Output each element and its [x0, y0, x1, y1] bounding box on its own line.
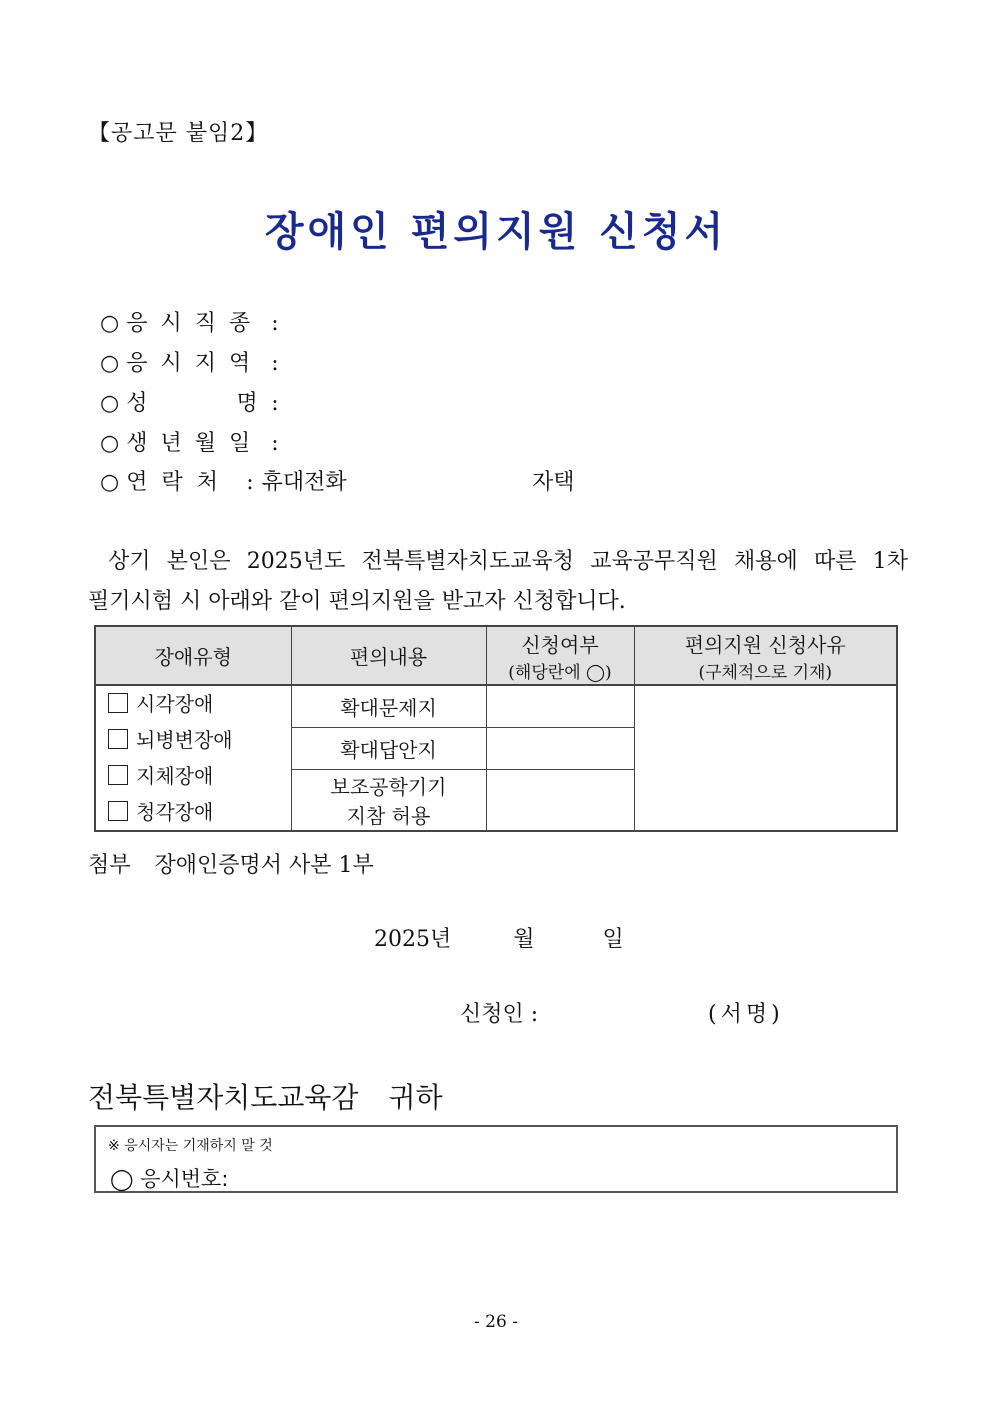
checkbox-icon[interactable] [108, 693, 128, 713]
field-separator: : [271, 431, 279, 456]
checkbox-brain-lesion[interactable] [108, 722, 291, 758]
field-separator: : [271, 351, 279, 376]
checkbox-hearing[interactable] [108, 794, 291, 830]
header-apply-sub: (해당란에 ◯) [508, 662, 612, 683]
field-birthdate [100, 426, 279, 457]
field-exam-category [100, 306, 279, 337]
page-title: 장애인 편의지원 신청서 [264, 209, 728, 255]
applicant-label: 신청인 : [460, 1002, 539, 1027]
apply-cell[interactable] [486, 770, 634, 831]
header-apply [486, 626, 634, 685]
checkbox-visual[interactable] [108, 686, 291, 722]
attachment-label: 첨부 [88, 853, 131, 878]
checkbox-label: 뇌병변장애 [136, 728, 233, 752]
checkbox-label: 지체장애 [136, 764, 214, 788]
date-day: 일 [602, 927, 624, 952]
reason-cell[interactable] [634, 685, 897, 831]
statement-line-1: 상기 본인은 2025년도 전북특별자치도교육청 교육공무직원 채용에 따른 1차 [108, 549, 908, 574]
field-label: 생년월일 [126, 431, 264, 456]
checkbox-physical[interactable] [108, 758, 291, 794]
field-label: 응시지역 [126, 351, 264, 376]
field-separator: : [271, 391, 279, 416]
bullet-icon: ○ [100, 431, 120, 456]
support-item-line-2: 지참 허용 [346, 804, 431, 829]
field-label: 응시직종 [126, 311, 264, 336]
statement-line-2: 필기시험 시 아래와 같이 편의지원을 받고자 신청합니다. [88, 589, 626, 614]
field-exam-region [100, 346, 279, 377]
header-disability-type: 장애유형 [95, 626, 291, 685]
office-note: ※ 응시자는 기재하지 말 것 [108, 1138, 273, 1154]
checkbox-icon[interactable] [108, 729, 128, 749]
field-label: 성 명 [126, 391, 271, 416]
apply-cell[interactable] [486, 728, 634, 770]
bullet-icon: ○ [100, 351, 120, 376]
header-apply-label: 신청여부 [521, 632, 599, 657]
mobile-label: 휴대전화 [261, 470, 347, 495]
checkbox-label: 청각장애 [136, 800, 214, 824]
field-label: 연락처 [126, 470, 232, 495]
checkbox-icon[interactable] [108, 801, 128, 821]
apply-cell[interactable] [486, 685, 634, 728]
checkbox-icon[interactable] [108, 765, 128, 785]
date-year: 2025년 [374, 927, 452, 952]
signature-line [460, 997, 784, 1028]
signature-mark: (서명) [708, 1002, 784, 1027]
support-item-enlarged-question: 확대문제지 [291, 685, 486, 728]
table-row [95, 685, 897, 728]
bullet-icon: ○ [100, 311, 120, 336]
field-name [100, 386, 279, 417]
addressee-name: 전북특별자치도교육감 [88, 1081, 359, 1114]
table-header-row [95, 626, 897, 685]
office-use-box [94, 1125, 898, 1193]
support-item-line-1: 보조공학기기 [330, 775, 447, 800]
disability-type-cell [95, 685, 291, 831]
support-item-assistive-device [291, 770, 486, 831]
attachment-text: 장애인증명서 사본 1부 [154, 853, 374, 878]
page-number: - 26 - [474, 1312, 518, 1332]
header-support-content: 편의내용 [291, 626, 486, 685]
support-item-enlarged-answer: 확대답안지 [291, 728, 486, 770]
date-month: 월 [513, 927, 535, 952]
field-contact [100, 465, 575, 496]
field-separator: : [271, 311, 279, 336]
support-request-table [94, 625, 898, 832]
date-line [374, 922, 624, 953]
attachment-tag: 【공고문 붙임2】 [88, 121, 269, 146]
header-reason [634, 626, 897, 685]
checkbox-label: 시각장애 [136, 692, 214, 716]
header-reason-label: 편의지원 신청사유 [684, 632, 846, 657]
bullet-icon: ○ [100, 470, 120, 495]
header-reason-sub: (구체적으로 기재) [698, 662, 833, 683]
exam-number-label: ◯ 응시번호: [110, 1167, 229, 1191]
home-phone-label: 자택 [532, 470, 575, 495]
addressee-suffix: 귀하 [388, 1081, 443, 1114]
bullet-icon: ○ [100, 391, 120, 416]
addressee-line [88, 1076, 443, 1116]
attachment-line [88, 848, 374, 879]
field-separator: : [246, 470, 254, 495]
